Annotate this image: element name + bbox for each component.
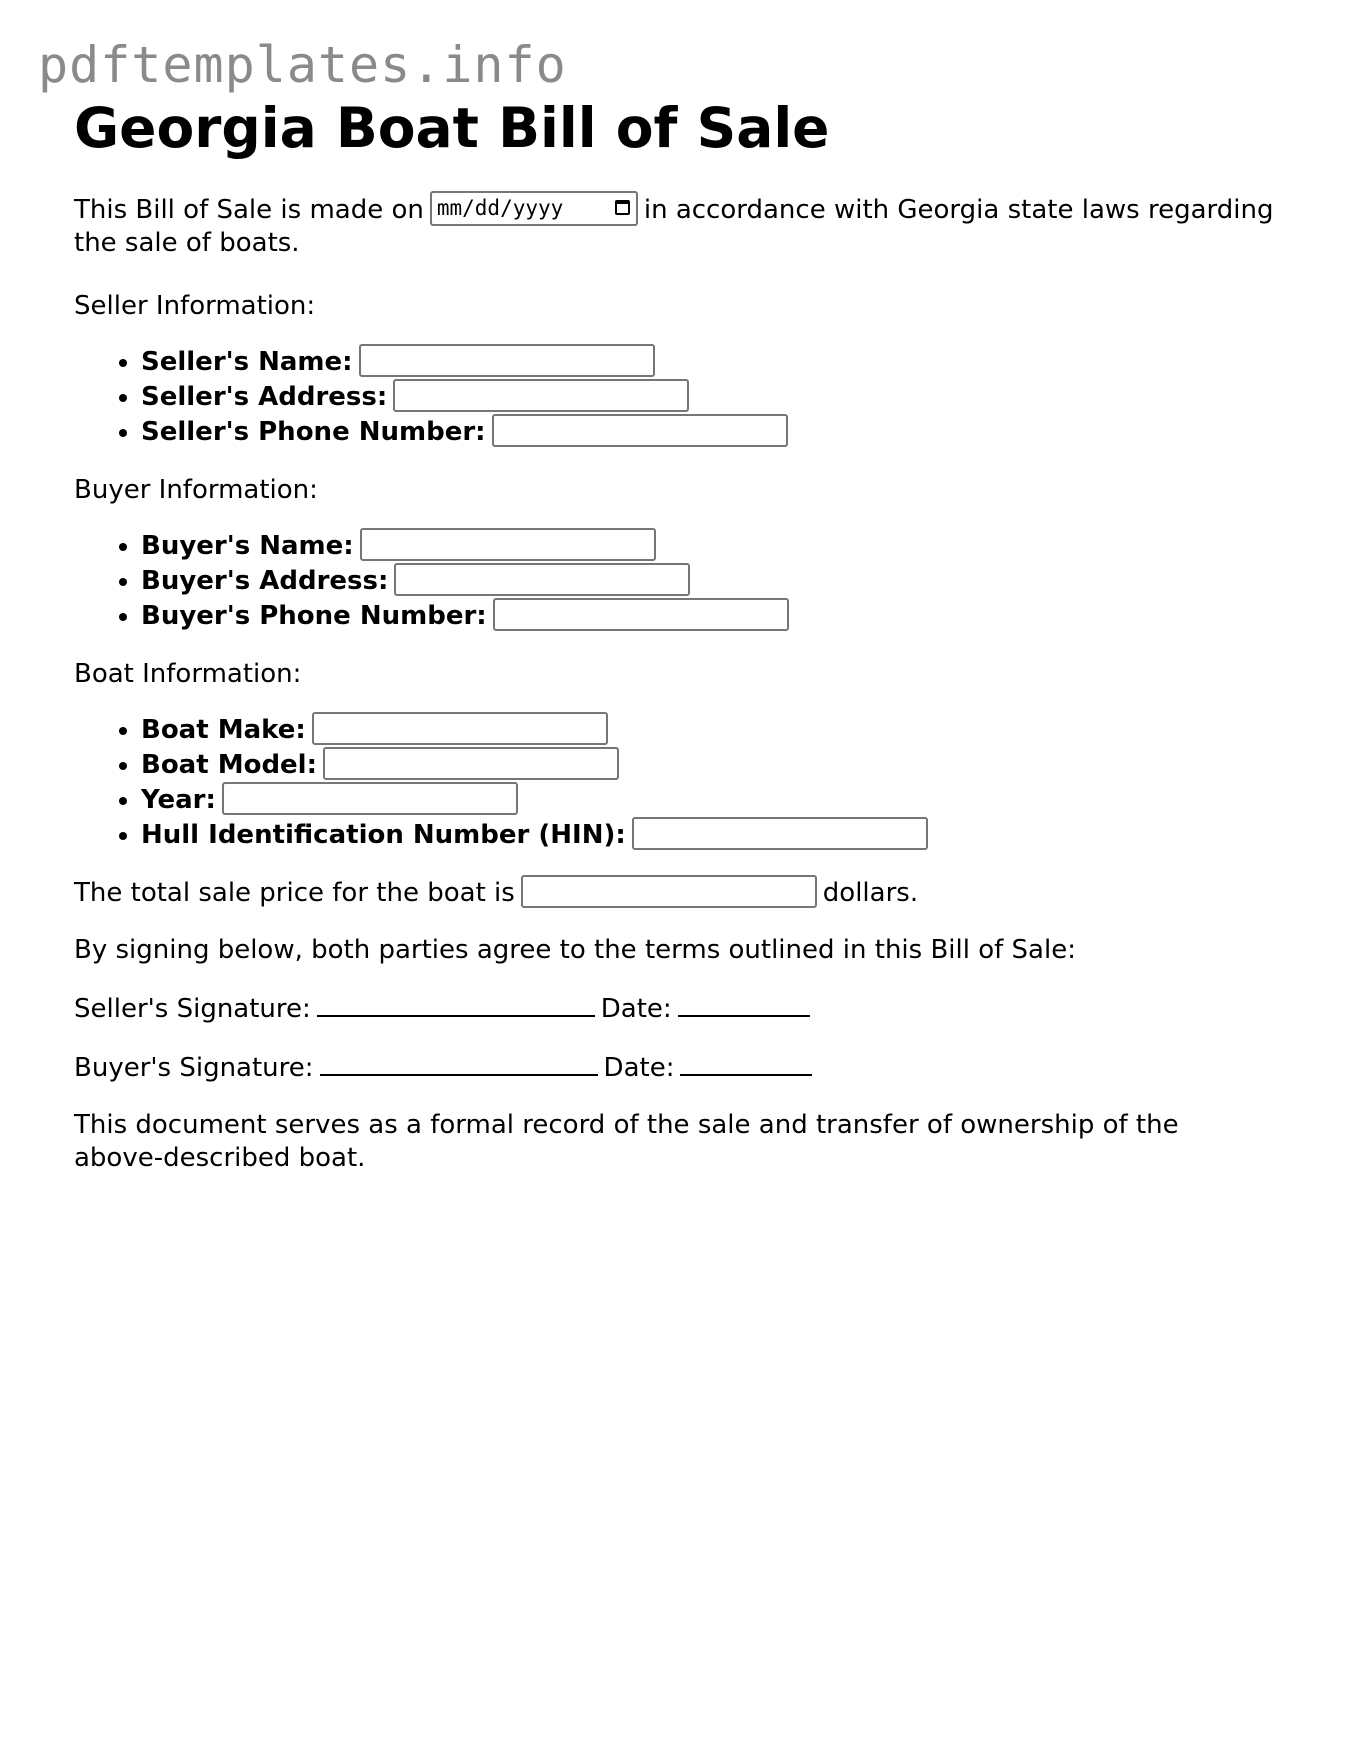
buyer-signature-blank (320, 1050, 598, 1076)
agreement-text: By signing below, both parties agree to the terms outlined in this Bill of Sale: (74, 935, 1076, 965)
buyer-address-input[interactable] (394, 563, 690, 596)
buyer-signature-label: Buyer's Signature: (74, 1053, 314, 1083)
seller-address-label: Seller's Address: (141, 382, 388, 412)
buyer-name-input[interactable] (360, 528, 656, 561)
boat-field-list (74, 713, 1274, 853)
boat-section-heading: Boat Information: (74, 659, 302, 689)
list-item (141, 529, 1274, 564)
buyer-address-label: Buyer's Address: (141, 566, 389, 596)
sale-date-input[interactable] (430, 191, 638, 226)
boat-year-label: Year: (141, 785, 216, 815)
hin-input[interactable] (632, 817, 928, 850)
list-item (141, 345, 1274, 380)
list-item (141, 748, 1274, 783)
seller-name-input[interactable] (359, 344, 655, 377)
price-before: The total sale price for the boat is (74, 878, 515, 908)
seller-name-label: Seller's Name: (141, 347, 353, 377)
seller-date-label: Date: (600, 994, 672, 1024)
list-item (141, 713, 1274, 748)
buyer-section-heading: Buyer Information: (74, 475, 318, 505)
calendar-icon[interactable] (615, 200, 630, 215)
seller-address-input[interactable] (393, 379, 689, 412)
boat-model-input[interactable] (323, 747, 619, 780)
intro-before: This Bill of Sale is made on (74, 195, 424, 225)
seller-phone-label: Seller's Phone Number: (141, 417, 486, 447)
seller-signature-line (74, 991, 1274, 1026)
buyer-date-blank (680, 1050, 812, 1076)
document-body (74, 96, 1274, 1199)
list-item (141, 380, 1274, 415)
buyer-field-list (74, 529, 1274, 634)
intro-paragraph (74, 194, 1274, 260)
price-paragraph (74, 877, 1274, 910)
boat-year-input[interactable] (222, 782, 518, 815)
hin-label: Hull Identification Number (HIN): (141, 820, 626, 850)
list-item (141, 783, 1274, 818)
seller-signature-blank (317, 991, 595, 1017)
seller-field-list (74, 345, 1274, 450)
buyer-phone-input[interactable] (493, 598, 789, 631)
sale-price-input[interactable] (521, 875, 817, 908)
list-item (141, 599, 1274, 634)
boat-model-label: Boat Model: (141, 750, 317, 780)
watermark: pdftemplates.info (38, 36, 567, 94)
price-after: dollars. (822, 878, 919, 908)
date-placeholder: mm/dd/yyyy (436, 196, 564, 220)
list-item (141, 564, 1274, 599)
buyer-signature-line (74, 1050, 1274, 1085)
seller-signature-label: Seller's Signature: (74, 994, 311, 1024)
list-item (141, 818, 1274, 853)
page-title: Georgia Boat Bill of Sale (74, 96, 830, 160)
list-item (141, 415, 1274, 450)
seller-section-heading: Seller Information: (74, 291, 316, 321)
intro-after: in accordance with Georgia state laws regarding the sale of boats. (74, 195, 1274, 258)
buyer-date-label: Date: (603, 1053, 675, 1083)
closing-text: This document serves as a formal record of the sale and transfer of ownership of the above-described boat. (74, 1110, 1179, 1173)
seller-phone-input[interactable] (492, 414, 788, 447)
boat-make-label: Boat Make: (141, 715, 306, 745)
buyer-phone-label: Buyer's Phone Number: (141, 601, 487, 631)
boat-make-input[interactable] (312, 712, 608, 745)
seller-date-blank (678, 991, 810, 1017)
buyer-name-label: Buyer's Name: (141, 531, 354, 561)
